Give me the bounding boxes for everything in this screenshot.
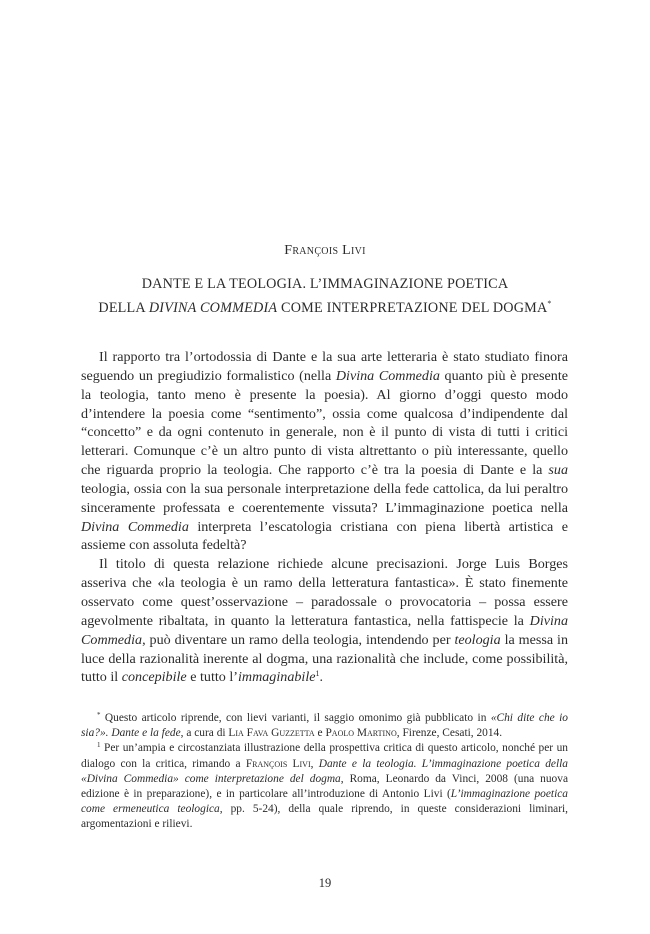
p1-italic: Divina Commedia — [81, 518, 189, 535]
footnote-italic: Dante e la teologia. L’immaginazione poetica della «Divina Commedia» come interpretazione del dogma — [81, 757, 568, 785]
author-name: François Livi — [284, 243, 366, 258]
p1-italic: Divina Commedia — [335, 367, 440, 384]
p2-italic: teologia — [454, 631, 501, 648]
footnote-mark: 1 — [97, 741, 101, 750]
p2-text: Il titolo di questa relazione richiede alcune precisazioni. Jorge Luis Borges asseriva che «la teologia è un ramo della letteratura fantastica». È stato finemente osservato come quest’osservazione – paradossale o provocatoria – possa essere agevolmente ribaltata, in quanto la letteratura fantastica, nella fattispecie la — [81, 556, 568, 629]
title-line-2-suffix: COME INTERPRETAZIONE DEL DOGMA — [277, 300, 548, 316]
p2-text: e tutto l’ — [186, 669, 238, 686]
p2-text: . — [319, 669, 324, 686]
title-line-2-prefix: DELLA — [98, 300, 149, 316]
footnote-text: , — [310, 757, 319, 770]
footnote-text: , Firenze, Cesati, 2014. — [396, 727, 503, 740]
title-line-1: DANTE E LA TEOLOGIA. L’IMMAGINAZIONE POETICA — [141, 276, 509, 292]
p2-text: la messa in luce della razionalità inerente al dogma, una razionalità che include, come possibilità, tutto il — [81, 631, 568, 686]
footnote-text: Questo articolo riprende, con lievi varianti, il saggio omonimo già pubblicato in — [100, 712, 491, 724]
p1-text: quanto più è presente la teologia, tanto meno è presente la poesia). Al giorno d’oggi questo modo d’intendere la poesia come “sentimento”, ossia come qualcosa d’indipendente dal “concetto” e da ogni contenuto in generale, non è il punto di vista di tutti i critici letterari. Comunque c’è un altro punto di vista altrettanto o più interessante, quello che riguarda proprio la teologia. Che rapporto c’è tra la poesia di Dante e la — [81, 367, 569, 479]
footnote-text: Per un’ampia e circostanziata illustrazione della prospettiva critica di questo articolo, nonché per un dialogo con la critica, rimando a — [81, 742, 568, 770]
footnote-text: , a cura di — [180, 727, 229, 740]
paragraph-1 — [81, 348, 568, 555]
p2-italic: Divina Commedia — [81, 612, 568, 648]
footnote-italic: L’immaginazione poetica come ermeneutica teologica — [81, 788, 568, 816]
p2-italic: concepibile — [121, 669, 187, 686]
footnote-star — [81, 711, 568, 741]
page-number: 19 — [318, 876, 332, 890]
footnotes — [81, 711, 568, 833]
footnote-text: , pp. 5-24), della quale riprendo, in queste considerazioni liminari, argomentazioni e rilievi. — [81, 803, 568, 831]
footnote-text: , Roma, Leonardo da Vinci, 2008 (una nuova edizione è in preparazione), e in particolare all’introduzione di Antonio Livi ( — [81, 772, 569, 801]
footnote-1 — [81, 741, 568, 832]
p2-italic: immaginabile — [237, 669, 316, 686]
article-title — [0, 275, 650, 318]
footnote-name: François Livi — [245, 757, 311, 770]
p1-text: teologia, ossia con la sua personale interpretazione della fede cattolica, da lui peraltro sinceramente professata e coerentemente vissuta? L’immaginazione poetica nella — [81, 480, 568, 516]
p2-text: , può diventare un ramo della teologia, intendendo per — [142, 631, 455, 648]
footnote-name: Lia Fava Guzzetta — [228, 727, 315, 740]
p1-text: Il rapporto tra l’ortodossia di Dante e la sua arte letteraria è stato studiato finora seguendo un pregiudizio formalistico (nella — [81, 349, 568, 384]
footnote-ref-1[interactable]: 1 — [315, 669, 320, 679]
p1-italic: sua — [548, 462, 568, 479]
p1-text: interpreta l’escatologia cristiana con piena libertà artistica e assieme con assoluta fedeltà? — [81, 518, 569, 554]
title-line-2-italic: DIVINA COMMEDIA — [148, 300, 278, 316]
title-line-2 — [0, 294, 650, 318]
footnote-mark: * — [97, 711, 101, 719]
title-note-mark: * — [547, 299, 552, 308]
body-text — [81, 348, 568, 687]
footnote-italic: «Chi dite che io sia?». Dante e la fede — [81, 712, 568, 740]
footnote-text: e — [314, 727, 326, 740]
footnote-name: Paolo Martino — [325, 727, 397, 740]
paragraph-2 — [81, 555, 568, 687]
